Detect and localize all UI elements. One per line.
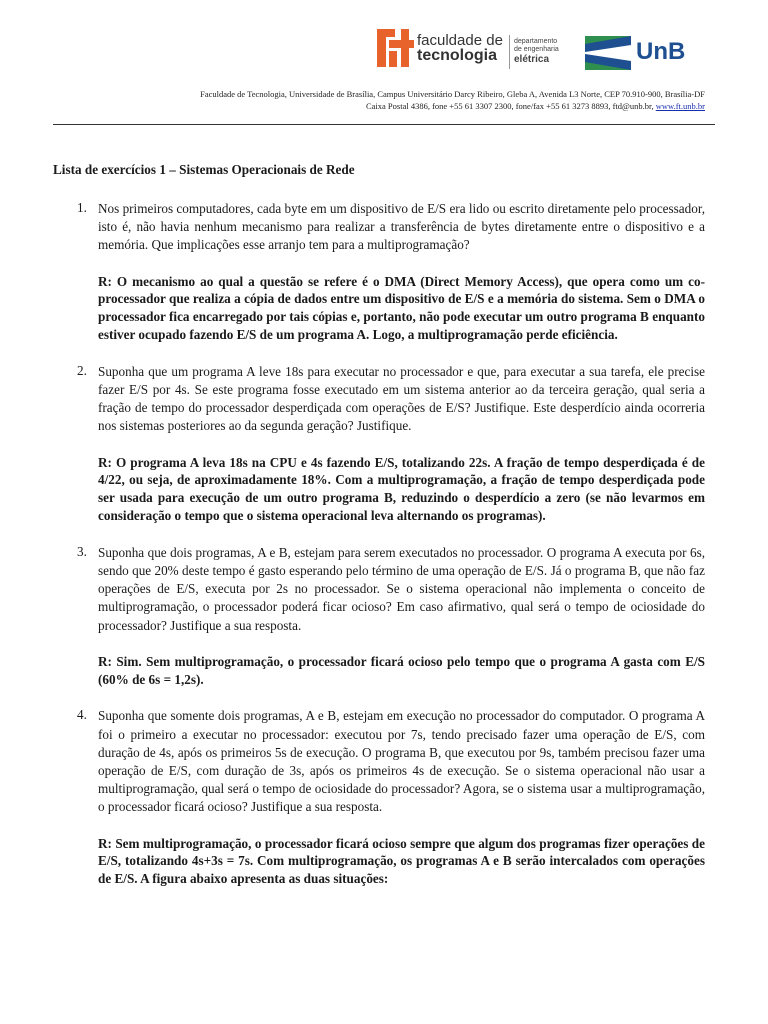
exercise-answer: R: Sim. Sem multiprogramação, o processador ficará ocioso pelo tempo que o programa A gasta com E/S (60% de 6s = 1,2s).: [98, 653, 705, 687]
unb-logo-text: UnB: [636, 38, 686, 65]
exercise-answer: R: Sem multiprogramação, o processador ficará ocioso sempre que algum dos programas fizer operações de E/S, totalizando 4s+3s = 7s. Com multiprogramação, os programas A e B serão intercalados com operações de E/S. A figura abaixo apresenta as duas situações:: [98, 835, 705, 887]
exercise-item: [53, 363, 705, 525]
exercise-answer: R: O mecanismo ao qual a questão se refere é o DMA (Direct Memory Access), que opera como um co-processador que realiza a cópia de dados entre um dispositivo de E/S e a memória do sistema. Sem o DMA o processador fica encarregado por tais cópias e, portanto, não pode executar um outro programa B enquanto estiver ocupado fazendo E/S de um programa A. Logo, a multiprogramação perde eficiência.: [98, 273, 705, 342]
address-line2: [200, 100, 705, 112]
ft-logo-icon: [375, 27, 415, 69]
letterhead: [0, 0, 768, 130]
exercise-item: [53, 544, 705, 689]
exercise-item: [53, 200, 705, 344]
header-divider: [53, 124, 715, 125]
exercise-item: [53, 707, 705, 888]
exercise-question: Suponha que um programa A leve 18s para executar no processador e que, para executar a sua tarefa, ele precise fazer E/S por 4s. Se este programa fosse executado em um sistema anterior ao da terceira geração, qual seria a fração de tempo do processador desperdiçada com operações de E/S? Justifique. Este desperdício ainda ocorreria nos sistemas posteriores ao da segunda geração? Justifique.: [98, 363, 705, 434]
ft-logo-text: [417, 33, 503, 63]
dept-line2: de engenharia: [514, 46, 559, 53]
institution-address: [200, 88, 705, 112]
address-contact: Caixa Postal 4386, fone +55 61 3307 2300, fone/fax +55 61 3273 8893, ftd@unb.br,: [365, 101, 656, 111]
ft-logo-line2: tecnologia: [417, 47, 498, 64]
exercise-question: Suponha que somente dois programas, A e B, estejam em execução no processador do computador. O programa A foi o primeiro a executar no processador: executou por 7s, tendo precisado fazer uma operação de E/S, com duração de 4s, após os primeiros 5s de execução. O programa B, que executou por 9s, também precisou fazer uma operação de E/S, com duração de 3s, após os primeiros 4s de execução. Se o sistema operacional não usar a multiprogramação, qual será o tempo de ociosidade do processador? Agora, se o sistema usar a multiprogramação, o processador ficará ocioso? Justifique a sua resposta.: [98, 708, 705, 815]
exercise-number: 1.: [77, 200, 87, 215]
exercise-answer: R: O programa A leva 18s na CPU e 4s fazendo E/S, totalizando 22s. A fração de tempo desperdiçada é de 4/22, ou seja, de aproximadamente 18%. Com a multiprogramação, a fração de tempo desperdiçada pode ser usada para execução de um outro programa B, reduzindo o desperdício a zero (se não levarmos em consideração o tempo que o sistema operacional leva alternando os programas).: [98, 454, 705, 523]
address-line1: Faculdade de Tecnologia, Universidade de Brasília, Campus Universitário Darcy Ribeiro, Gleba A, Avenida L3 Norte, CEP 70.910-900, Brasília-DF: [200, 89, 705, 99]
exercise-number: 3.: [77, 543, 87, 559]
exercise-question: Suponha que dois programas, A e B, estejam para serem executados no processador. O programa A executa por 6s, sendo que 20% deste tempo é gasto esperando pelo término de uma operação de E/S. Já o programa B, que não faz operações de E/S, executa por 2s no processador. Se o sistema operacional não implementa o conceito de multiprogramação, o processador poderá ficar ocioso? Em caso afirmativo, qual será o tempo de ociosidade do processador? Justifique a sua resposta.: [98, 544, 705, 633]
dept-line1: departamento: [514, 38, 558, 45]
department-label: [514, 38, 559, 66]
document-body: [53, 161, 705, 888]
ft-logo-line1: faculdade de: [417, 32, 503, 49]
document-title: Lista de exercícios 1 – Sistemas Operacionais de Rede: [53, 162, 355, 177]
exercise-number: 2.: [77, 362, 87, 378]
exercise-question: Nos primeiros computadores, cada byte em um dispositivo de E/S era lido ou escrito diretamente pelo processador, isto é, não havia nenhum mecanismo para realizar a transferência de bytes diretamente entre o dispositivo e a memória. Que implicações esse arranjo tem para a multiprogramação?: [98, 201, 705, 253]
dept-line3: elétrica: [514, 54, 550, 65]
unb-logo-icon: [585, 36, 631, 70]
website-link[interactable]: www.ft.unb.br: [655, 101, 705, 111]
logo-divider: [509, 35, 510, 69]
exercise-number: 4.: [77, 707, 87, 723]
